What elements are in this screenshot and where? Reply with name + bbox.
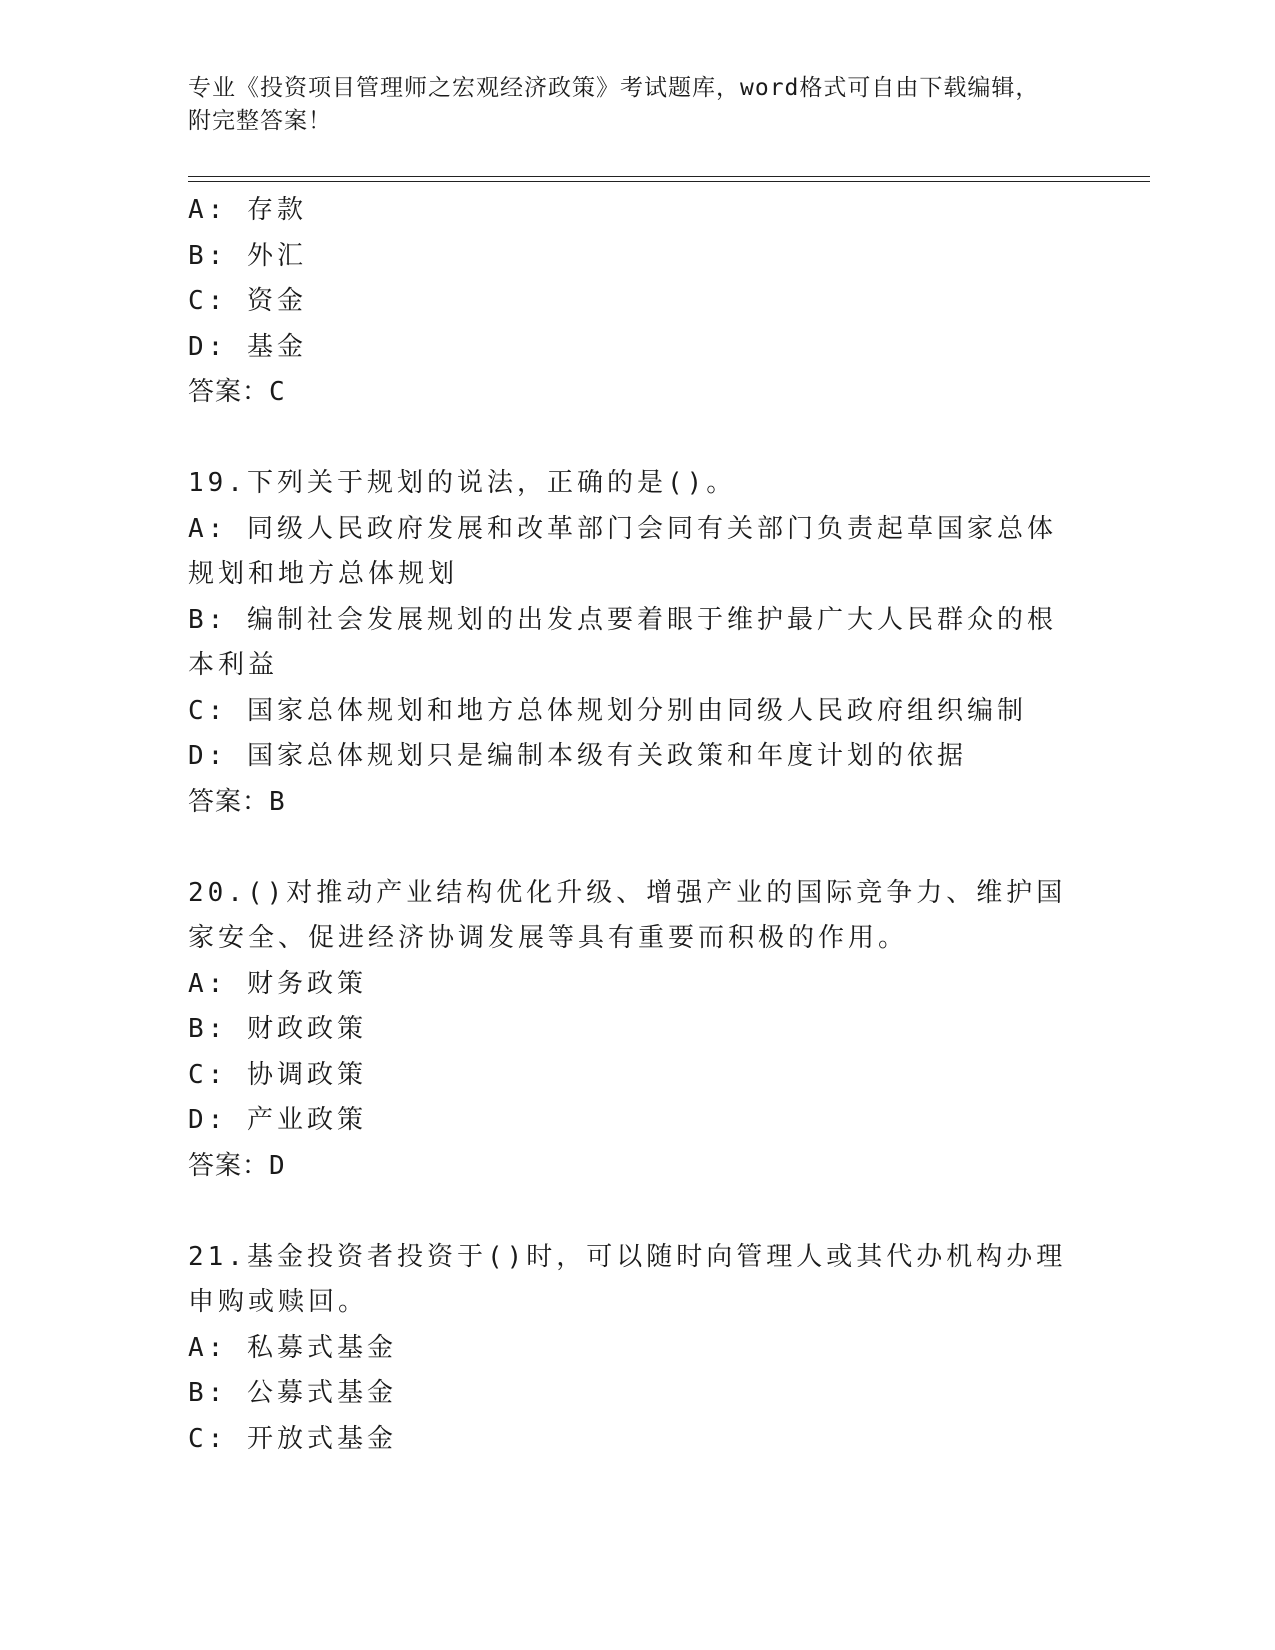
option-b: B: 外汇	[188, 240, 307, 271]
option-d: D: 产业政策	[188, 1105, 367, 1135]
question-partial	[188, 188, 1068, 416]
document-header	[188, 72, 1068, 138]
option-a: A: 存款	[188, 195, 307, 225]
question-19	[188, 461, 1068, 825]
option-b: B: 编制社会发展规划的出发点要着眼于维护最广大人民群众的根本利益	[188, 604, 1057, 680]
header-rule-top	[188, 176, 1150, 177]
option-b: B: 财政政策	[188, 1014, 367, 1044]
answer-line: 答案：C	[188, 377, 285, 407]
option-c: C: 协调政策	[188, 1059, 367, 1090]
question-list	[188, 188, 1068, 1462]
header-rule-bottom	[188, 181, 1150, 182]
option-b: B: 公募式基金	[188, 1378, 397, 1408]
option-c: C: 国家总体规划和地方总体规划分别由同级人民政府组织编制	[188, 695, 1027, 726]
option-a: A: 同级人民政府发展和改革部门会同有关部门负责起草国家总体规划和地方总体规划	[188, 513, 1057, 589]
question-21	[188, 1235, 1068, 1463]
question-stem: 20.()对推动产业结构优化升级、增强产业的国际竞争力、维护国家安全、促进经济协调发展等具有重要而积极的作用。	[188, 877, 1067, 953]
question-20	[188, 871, 1068, 1190]
option-d: D: 基金	[188, 331, 307, 362]
answer-line: 答案：B	[188, 786, 285, 817]
question-stem: 19.下列关于规划的说法，正确的是()。	[188, 468, 737, 498]
header-line-1: 专业《投资项目管理师之宏观经济政策》考试题库，word格式可自由下载编辑，	[188, 75, 1040, 101]
option-a: A: 私募式基金	[188, 1332, 397, 1363]
option-c: C: 开放式基金	[188, 1423, 397, 1454]
option-d: D: 国家总体规划只是编制本级有关政策和年度计划的依据	[188, 741, 967, 771]
question-stem: 21.基金投资者投资于()时，可以随时向管理人或其代办机构办理申购或赎回。	[188, 1241, 1067, 1317]
option-c: C: 资金	[188, 286, 307, 316]
answer-line: 答案：D	[188, 1150, 285, 1181]
header-line-2: 附完整答案！	[188, 108, 332, 134]
option-a: A: 财务政策	[188, 968, 367, 999]
